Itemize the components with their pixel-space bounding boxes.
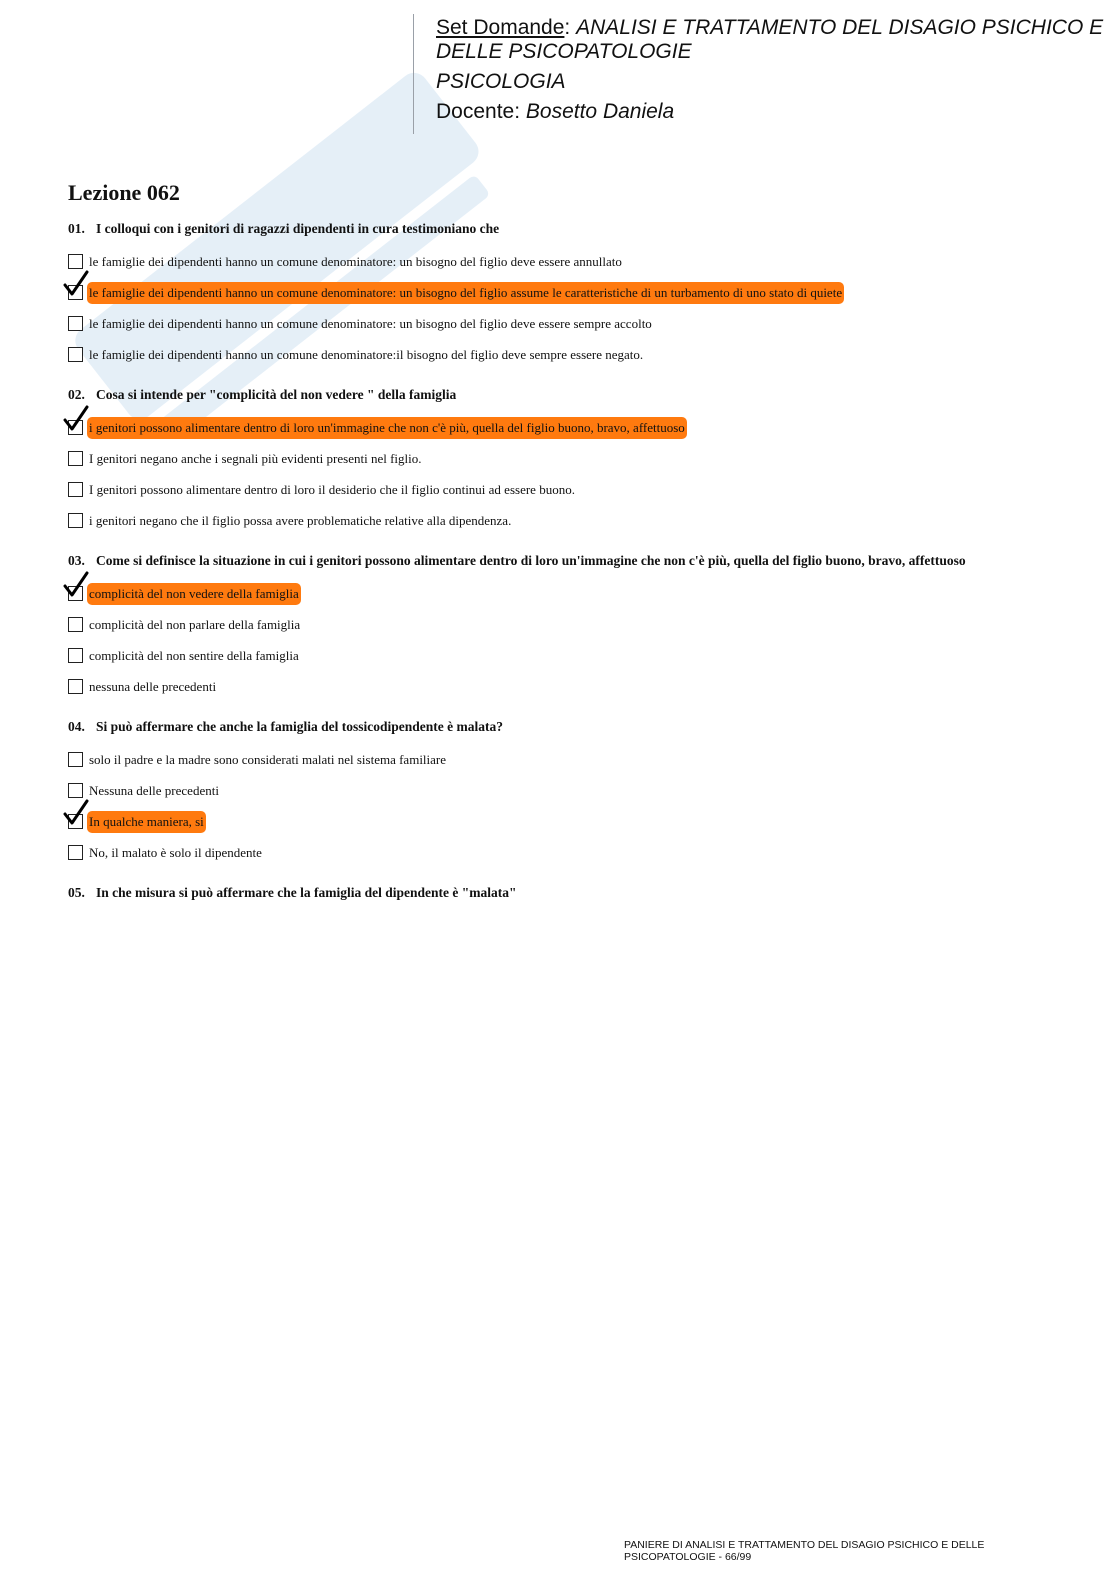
answer-text: nessuna delle precedenti — [89, 678, 217, 694]
question — [68, 218, 1108, 370]
answer-text: i genitori negano che il figlio possa avere problematiche relative alla dipendenza. — [89, 512, 512, 528]
footer-line1: PANIERE DI ANALISI E TRATTAMENTO DEL DISAGIO PSICHICO E DELLE — [624, 1539, 985, 1551]
answer-checkbox[interactable] — [68, 451, 83, 466]
course-title-line2: DELLE PSICOPATOLOGIE — [436, 40, 692, 63]
question-number: 04. — [68, 719, 85, 734]
question-label: Si può affermare che anche la famiglia del tossicodipendente è malata? — [96, 719, 503, 734]
answer-option-selected[interactable] — [68, 806, 1108, 837]
answer-text: In qualche maniera, si — [87, 811, 206, 833]
footer-line2: PSICOPATOLOGIE - 66/99 — [624, 1551, 752, 1563]
set-label: Set Domande — [436, 16, 565, 39]
questions-list — [68, 218, 1108, 904]
answer-option[interactable] — [68, 308, 1108, 339]
teacher-line — [436, 100, 1116, 124]
question-number: 03. — [68, 553, 85, 568]
subject: PSICOLOGIA — [436, 70, 566, 93]
answer-text: i genitori possono alimentare dentro di loro un'immagine che non c'è più, quella del figlio buono, bravo, affettuoso — [87, 417, 687, 439]
header-divider — [413, 14, 414, 134]
answer-option[interactable] — [68, 640, 1108, 671]
answer-checkbox[interactable] — [68, 814, 83, 829]
answer-option[interactable] — [68, 474, 1108, 505]
answer-option[interactable] — [68, 744, 1108, 775]
answer-option[interactable] — [68, 671, 1108, 702]
answer-checkbox[interactable] — [68, 845, 83, 860]
question-label: I colloqui con i genitori di ragazzi dipendenti in cura testimoniano che — [96, 221, 500, 236]
answer-option-selected[interactable] — [68, 412, 1108, 443]
question-number: 05. — [68, 885, 85, 900]
answer-checkbox[interactable] — [68, 679, 83, 694]
answer-text: complicità del non vedere della famiglia — [87, 583, 301, 605]
question-label: Come si definisce la situazione in cui i genitori possono alimentare dentro di loro un'immagine che non c'è più, quella del figlio buono, bravo, affettuoso — [96, 553, 966, 568]
answer-checkbox[interactable] — [68, 586, 83, 601]
teacher-name: Bosetto Daniela — [525, 100, 675, 123]
question-text — [68, 218, 1108, 240]
answer-checkbox[interactable] — [68, 617, 83, 632]
question-number: 01. — [68, 221, 85, 236]
answer-checkbox[interactable] — [68, 482, 83, 497]
course-title-line1 — [436, 16, 1116, 40]
answer-checkbox[interactable] — [68, 648, 83, 663]
answer-option[interactable] — [68, 837, 1108, 868]
answer-text: I genitori negano anche i segnali più evidenti presenti nel figlio. — [89, 450, 422, 466]
question — [68, 384, 1108, 536]
answer-text: Nessuna delle precedenti — [89, 782, 219, 798]
answer-option[interactable] — [68, 505, 1108, 536]
question-text — [68, 882, 1108, 904]
question-text — [68, 716, 1108, 738]
answer-checkbox[interactable] — [68, 513, 83, 528]
question — [68, 716, 1108, 868]
answer-checkbox[interactable] — [68, 316, 83, 331]
answer-text: I genitori possono alimentare dentro di loro il desiderio che il figlio continui ad essere buono. — [89, 481, 575, 497]
document-header — [436, 16, 1116, 124]
question-text — [68, 550, 1108, 572]
answer-option-selected[interactable] — [68, 277, 1108, 308]
page-footer — [624, 1539, 1084, 1563]
answer-option[interactable] — [68, 609, 1108, 640]
answer-option[interactable] — [68, 775, 1108, 806]
answer-checkbox[interactable] — [68, 254, 83, 269]
answer-text: complicità del non sentire della famiglia — [89, 647, 299, 663]
question-set — [68, 178, 1108, 918]
question-number: 02. — [68, 387, 85, 402]
lesson-title: Lezione 062 — [68, 180, 180, 205]
answer-checkbox[interactable] — [68, 752, 83, 767]
answer-option[interactable] — [68, 246, 1108, 277]
question — [68, 550, 1108, 702]
answer-text: le famiglie dei dipendenti hanno un comune denominatore:il bisogno del figlio deve sempre essere negato. — [89, 346, 644, 362]
answer-option-selected[interactable] — [68, 578, 1108, 609]
teacher-label: Docente: — [436, 100, 526, 123]
set-separator: : — [564, 16, 577, 39]
question-text — [68, 384, 1108, 406]
answer-checkbox[interactable] — [68, 285, 83, 300]
answer-text: le famiglie dei dipendenti hanno un comune denominatore: un bisogno del figlio deve essere sempre accolto — [89, 315, 652, 331]
answer-text: No, il malato è solo il dipendente — [89, 844, 262, 860]
answer-option[interactable] — [68, 443, 1108, 474]
answer-text: complicità del non parlare della famiglia — [89, 616, 301, 632]
answer-option[interactable] — [68, 339, 1108, 370]
answer-checkbox[interactable] — [68, 420, 83, 435]
question-label: In che misura si può affermare che la famiglia del dipendente è "malata" — [96, 885, 517, 900]
question — [68, 882, 1108, 904]
answer-text: solo il padre e la madre sono considerati malati nel sistema familiare — [89, 751, 447, 767]
answer-text: le famiglie dei dipendenti hanno un comune denominatore: un bisogno del figlio deve essere annullato — [89, 253, 622, 269]
question-label: Cosa si intende per "complicità del non vedere " della famiglia — [96, 387, 457, 402]
answer-text: le famiglie dei dipendenti hanno un comune denominatore: un bisogno del figlio assume le caratteristiche di un turbamento di uno stato di quiete — [87, 282, 844, 304]
answer-checkbox[interactable] — [68, 783, 83, 798]
answer-checkbox[interactable] — [68, 347, 83, 362]
course-title: ANALISI E TRATTAMENTO DEL DISAGIO PSICHICO E — [576, 16, 1104, 39]
